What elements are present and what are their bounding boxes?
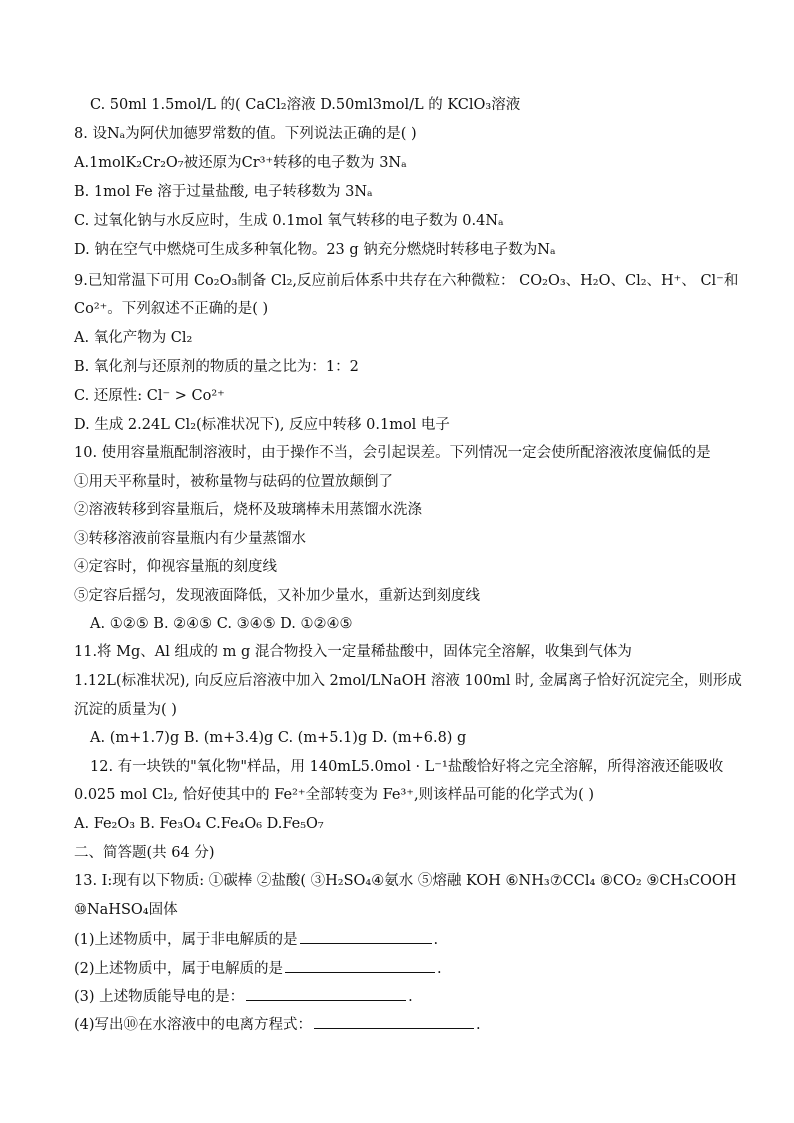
q11-stem-line1: 11.将 Mg、Al 组成的 m g 混合物投入一定量稀盐酸中，固体完全溶解，收集到气体为 xyxy=(74,644,632,660)
q11-stem-line2: 1.12L(标准状况), 向反应后溶液中加入 2mol/LNaOH 溶液 100ml 时, 金属离子恰好沉淀完全，则形成 xyxy=(74,673,742,689)
q9-option-b: B. 氧化剂与还原剂的物质的量之比为：1：2 xyxy=(74,359,359,375)
q13-stem-line1: 13. I:现有以下物质: ①碳棒 ②盐酸( ③H₂SO₄④氨水 ⑤熔融 KOH ⑥NH₃⑦CCl₄ ⑧CO₂ ⑨CH₃COOH xyxy=(74,873,737,889)
q13-sub-3-text: (3) 上述物质能导电的是： xyxy=(74,989,245,1005)
section-heading: 二、简答题(共 64 分) xyxy=(74,845,215,861)
q13-sub-4-text: (4)写出⑩在水溶液中的电离方程式： xyxy=(74,1017,313,1033)
q10-stem: 10. 使用容量瓶配制溶液时，由于操作不当，会引起误差。下列情况一定会使所配溶液浓度偏低的是 xyxy=(74,445,711,461)
q12-stem-line2: 0.025 mol Cl₂, 恰好使其中的 Fe²⁺全部转变为 Fe³⁺,则该样品可能的化学式为( ) xyxy=(74,787,594,803)
q13-sub-1-text: (1)上述物质中，属于非电解质的是 xyxy=(74,932,298,948)
q8-option-c: C. 过氧化钠与水反应时，生成 0.1mol 氧气转移的电子数为 0.4Nₐ xyxy=(74,213,504,229)
q9-option-a: A. 氧化产物为 Cl₂ xyxy=(74,330,193,346)
q9-option-c: C. 还原性: Cl⁻ > Co²⁺ xyxy=(74,388,225,404)
q9-option-d: D. 生成 2.24L Cl₂(标准状况下), 反应中转移 0.1mol 电子 xyxy=(74,417,450,433)
q8-stem: 8. 设Nₐ为阿伏加德罗常数的值。下列说法正确的是( ) xyxy=(74,126,417,142)
q8-option-b: B. 1mol Fe 溶于过量盐酸, 电子转移数为 3Nₐ xyxy=(74,184,373,200)
q10-item-5: ⑤定容后摇匀，发现液面降低，又补加少量水，重新达到刻度线 xyxy=(74,588,480,604)
q12-stem-line1: 12. 有一块铁的"氧化物"样品，用 140mL5.0mol · L⁻¹盐酸恰好将之完全溶解，所得溶液还能吸收 xyxy=(90,759,724,775)
q11-stem-line3: 沉淀的质量为( ) xyxy=(74,702,177,718)
answer-blank-2[interactable] xyxy=(285,957,435,973)
q10-item-4: ④定容时，仰视容量瓶的刻度线 xyxy=(74,559,277,575)
q13-stem-line2: ⑩NaHSO₄固体 xyxy=(74,902,178,918)
q10-options: A. ①②⑤ B. ②④⑤ C. ③④⑤ D. ①②④⑤ xyxy=(90,616,353,632)
q12-options: A. Fe₂O₃ B. Fe₃O₄ C.Fe₄O₆ D.Fe₅O₇ xyxy=(74,816,324,832)
q9-stem-line2: Co²⁺。下列叙述不正确的是( ) xyxy=(74,301,269,317)
answer-blank-3[interactable] xyxy=(246,985,406,1001)
q8-option-d: D. 钠在空气中燃烧可生成多种氧化物。23 g 钠充分燃烧时转移电子数为Nₐ xyxy=(74,242,556,258)
q13-sub-4: (4)写出⑩在水溶液中的电离方程式： . xyxy=(74,1013,736,1035)
q8-option-a: A.1molK₂Cr₂O₇被还原为Cr³⁺转移的电子数为 3Nₐ xyxy=(74,155,407,171)
q13-sub-2: (2)上述物质中，属于电解质的是 . xyxy=(74,957,736,979)
q9-stem-line1: 9.已知常温下可用 Co₂O₃制备 Cl₂,反应前后体系中共存在六种微粒： CO₂O₃、H₂O、Cl₂、H⁺、 Cl⁻和 xyxy=(74,273,739,289)
answer-blank-1[interactable] xyxy=(300,928,432,944)
q10-item-3: ③转移溶液前容量瓶内有少量蒸馏水 xyxy=(74,531,306,547)
q11-options: A. (m+1.7)g B. (m+3.4)g C. (m+5.1)g D. (m+6.8) g xyxy=(90,730,467,746)
q10-item-1: ①用天平称量时，被称量物与砝码的位置放颠倒了 xyxy=(74,474,393,490)
q10-item-2: ②溶液转移到容量瓶后，烧杯及玻璃棒未用蒸馏水洗涤 xyxy=(74,502,422,518)
answer-blank-4[interactable] xyxy=(314,1013,474,1029)
q13-sub-1: (1)上述物质中，属于非电解质的是 . xyxy=(74,928,736,950)
q13-sub-2-text: (2)上述物质中，属于电解质的是 xyxy=(74,961,284,977)
q13-sub-3: (3) 上述物质能导电的是： . xyxy=(74,985,736,1007)
q7-options-cd: C. 50ml 1.5mol/L 的( CaCl₂溶液 D.50ml3mol/L 的 KClO₃溶液 xyxy=(90,97,521,113)
